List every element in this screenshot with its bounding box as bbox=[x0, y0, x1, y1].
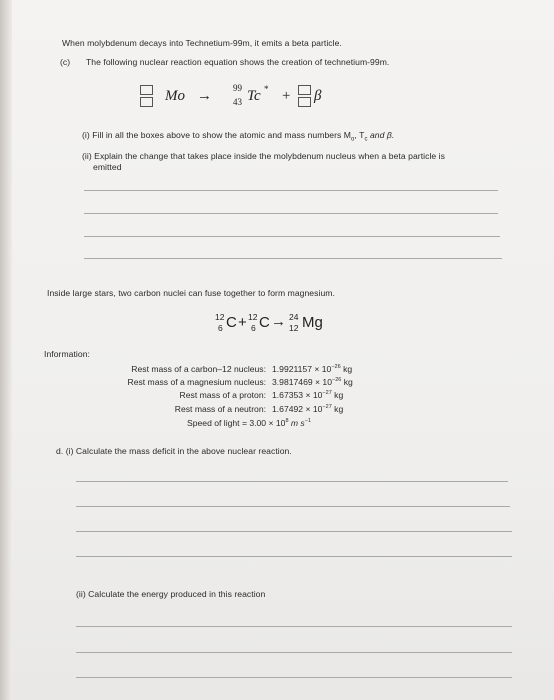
c1-mass: 12 bbox=[215, 312, 225, 322]
mo-number-boxes[interactable] bbox=[140, 84, 153, 108]
c1-symbol: C bbox=[226, 314, 237, 331]
answer-line[interactable] bbox=[84, 190, 498, 191]
answer-line[interactable] bbox=[84, 236, 500, 237]
question-d-ii: (ii) Calculate the energy produced in this reaction bbox=[76, 589, 266, 599]
answer-line[interactable] bbox=[76, 652, 512, 653]
info-value-neutron: $1.67492 \times 10^{-27}$ kg bbox=[272, 404, 344, 414]
info-value-magnesium: $3.9817469 \times 10^{-26}$ kg bbox=[272, 377, 353, 387]
mg-mass: 24 bbox=[289, 312, 299, 322]
beta-mass-box[interactable] bbox=[298, 85, 311, 95]
answer-line[interactable] bbox=[76, 677, 512, 678]
mg-symbol: Mg bbox=[302, 314, 323, 331]
tc-symbol: Tc bbox=[247, 88, 261, 104]
answer-line[interactable] bbox=[76, 556, 512, 557]
part-c-label: (c) bbox=[60, 57, 71, 67]
c2-atomic: 6 bbox=[251, 323, 256, 333]
mo-atomic-box[interactable] bbox=[140, 97, 153, 107]
beta-atomic-box[interactable] bbox=[298, 97, 311, 107]
c1-atomic: 6 bbox=[218, 323, 223, 333]
intro-text: When molybdenum decays into Technetium-99m, it emits a beta particle. bbox=[62, 38, 342, 48]
question-d-i: d. (i) Calculate the mass deficit in the above nuclear reaction. bbox=[56, 446, 292, 456]
question-ii-line2: emitted bbox=[93, 162, 122, 172]
info-label-neutron: Rest mass of a neutron: bbox=[174, 404, 266, 414]
mg-atomic: 12 bbox=[289, 323, 299, 333]
beta-symbol: β bbox=[314, 88, 322, 104]
page-shadow bbox=[0, 0, 12, 700]
answer-line[interactable] bbox=[84, 258, 502, 259]
tc-mass-number: 99 bbox=[233, 83, 242, 93]
tc-atomic-number: 43 bbox=[233, 97, 242, 107]
plus-2: + bbox=[238, 314, 247, 331]
mo-symbol: Mo bbox=[165, 88, 185, 104]
c2-mass: 12 bbox=[248, 312, 258, 322]
speed-of-light: Speed of light = $3.00 \times 10^8$ m $s^{-1}$ bbox=[187, 418, 312, 428]
beta-number-boxes[interactable] bbox=[298, 84, 311, 108]
question-i: (i) Fill in all the boxes above to show the atomic and mass numbers $M_o$, $T_c$ and β. bbox=[82, 130, 395, 143]
info-value-carbon: $1.9921157 \times 10^{-26}$ kg bbox=[272, 364, 353, 374]
info-value-proton: $1.67353 \times 10^{-27}$ kg bbox=[272, 390, 344, 400]
answer-line[interactable] bbox=[76, 531, 512, 532]
question-ii-line1: (ii) Explain the change that takes place inside the molybdenum nucleus when a beta particle is bbox=[82, 151, 445, 161]
answer-line[interactable] bbox=[76, 506, 510, 507]
information-label: Information: bbox=[44, 349, 90, 359]
answer-line[interactable] bbox=[76, 626, 512, 627]
c2-symbol: C bbox=[259, 314, 270, 331]
info-label-proton: Rest mass of a proton: bbox=[179, 390, 266, 400]
part-c-text: The following nuclear reaction equation shows the creation of technetium-99m. bbox=[86, 57, 390, 67]
answer-line[interactable] bbox=[84, 213, 498, 214]
fusion-intro: Inside large stars, two carbon nuclei can fuse together to form magnesium. bbox=[47, 288, 335, 298]
mo-mass-box[interactable] bbox=[140, 85, 153, 95]
info-label-magnesium: Rest mass of a magnesium nucleus: bbox=[127, 377, 266, 387]
info-label-carbon: Rest mass of a carbon–12 nucleus: bbox=[131, 364, 266, 374]
tc-star: * bbox=[264, 84, 269, 94]
answer-line[interactable] bbox=[76, 481, 508, 482]
arrow-2: → bbox=[271, 313, 286, 330]
arrow-1: → bbox=[197, 88, 212, 104]
plus-1: + bbox=[282, 88, 291, 104]
